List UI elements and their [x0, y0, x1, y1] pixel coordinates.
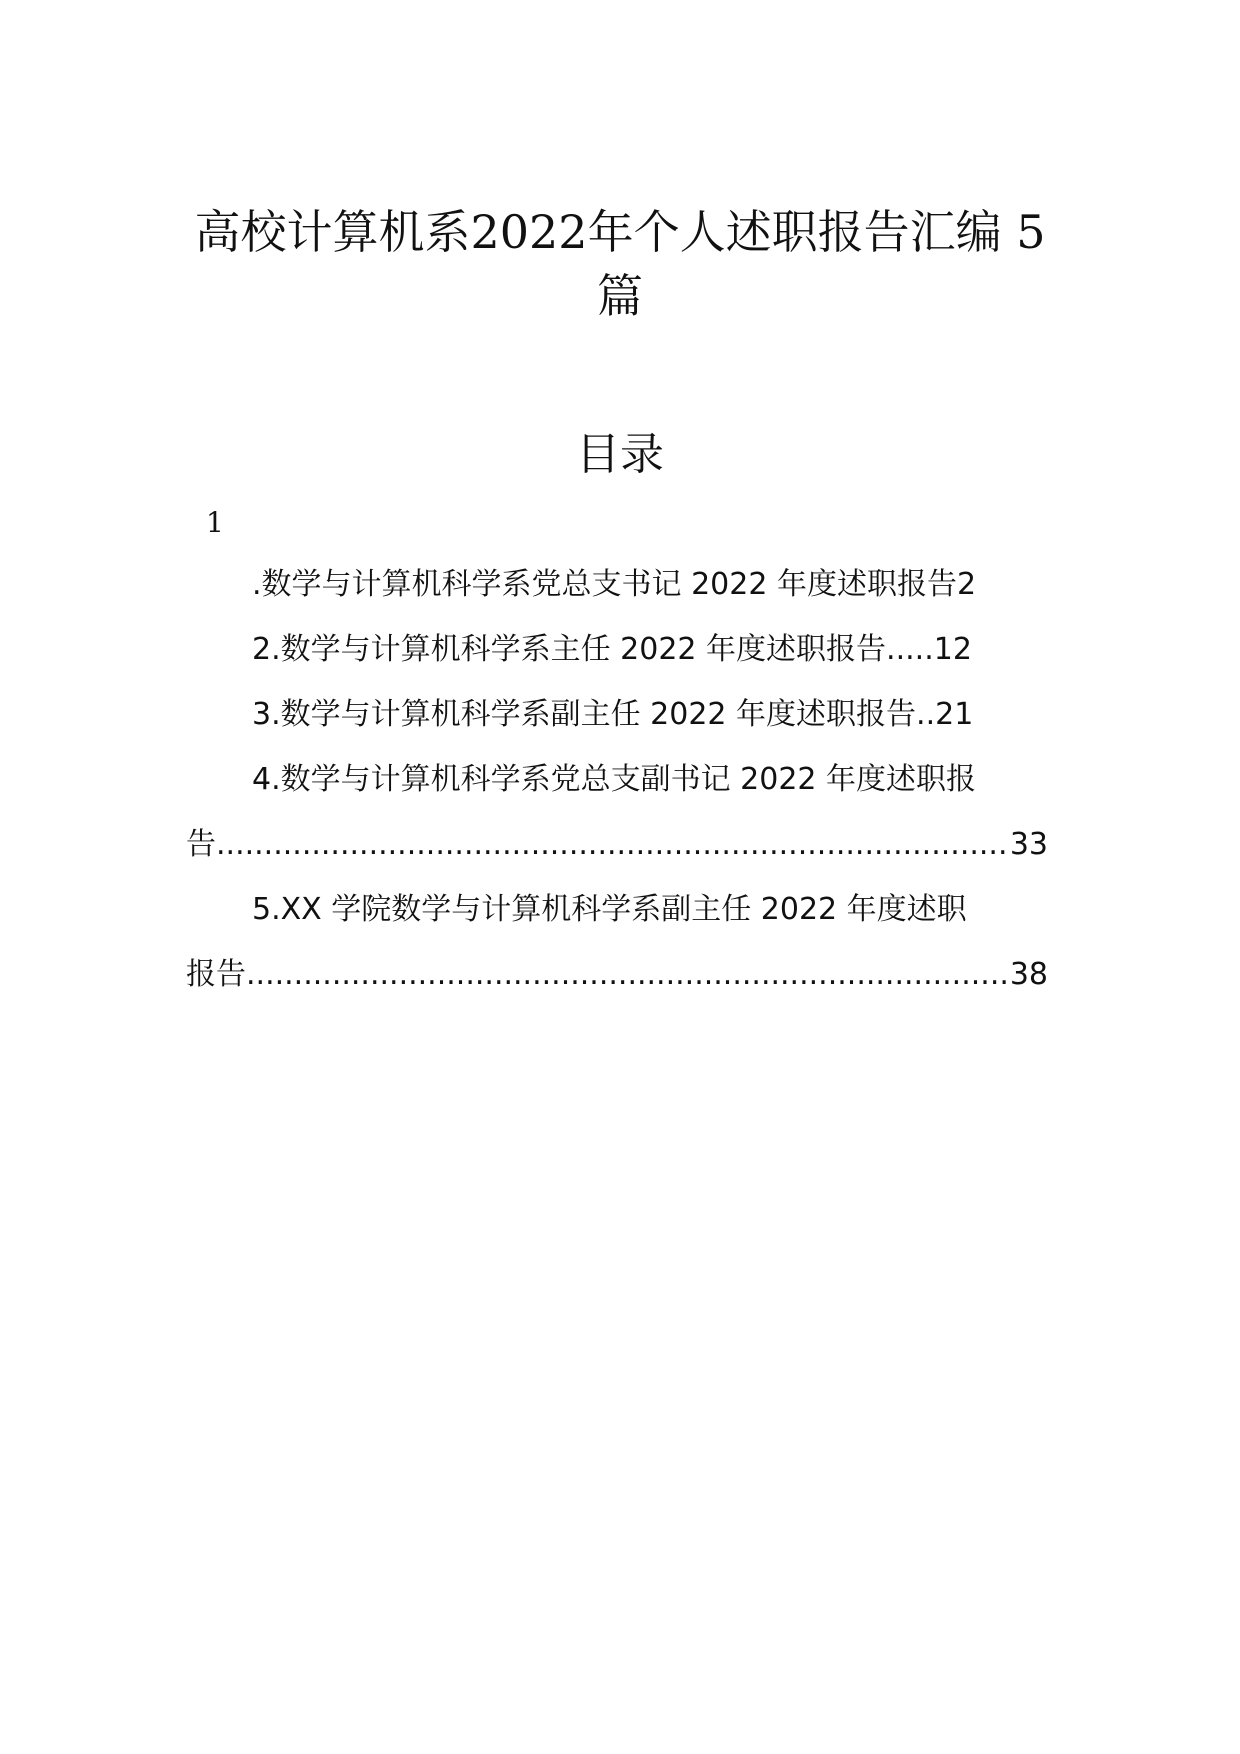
toc-entry-4-page: 33 [1009, 827, 1048, 862]
title-count: 5 [1016, 205, 1046, 259]
toc-entry-5-page: 38 [1009, 957, 1048, 992]
toc-entry-1[interactable] [252, 565, 1048, 605]
toc-entry-2-dots: ..... [886, 632, 934, 667]
toc-entry-3-page: 21 [935, 697, 974, 732]
toc-entry-2-page: 12 [933, 632, 972, 667]
toc-entry-5-line-1[interactable] [252, 890, 1048, 930]
toc-heading: 目录 [576, 429, 664, 480]
toc-entry-2-text: 2.数学与计算机科学系主任 2022 年度述职报告 [252, 632, 887, 667]
toc-entry-1-page: 2 [956, 567, 977, 602]
toc-entry-4-leader [216, 825, 1010, 865]
title-year: 2022 [470, 205, 588, 259]
toc-entry-2[interactable] [252, 630, 1048, 670]
toc-stray-number: 1 [206, 506, 224, 539]
toc-entry-4-line-2[interactable] [186, 825, 1048, 865]
toc-entry-3-text: 3.数学与计算机科学系副主任 2022 年度述职报告 [252, 697, 917, 732]
toc-entry-5-line-2[interactable] [186, 955, 1048, 995]
title-prefix: 高校计算机系 [194, 205, 471, 259]
document-title [170, 200, 1070, 328]
toc-entry-3-dots: .. [916, 697, 936, 732]
toc-entry-4-text-2: 告 [186, 827, 216, 862]
title-middle: 年个人述职报告汇编 [587, 205, 1002, 259]
title-line-1 [170, 200, 1070, 264]
toc-entry-5-leader [246, 955, 1010, 995]
toc-entry-4-line-1[interactable] [252, 760, 1048, 800]
toc-entry-4-text-1: 4.数学与计算机科学系党总支副书记 2022 年度述职报 [252, 762, 977, 797]
toc-entry-1-text: .数学与计算机科学系党总支书记 2022 年度述职报告 [252, 567, 957, 602]
title-line-2: 篇 [597, 269, 643, 323]
toc-entry-3[interactable] [252, 695, 1048, 735]
toc-entry-5-text-2: 报告 [186, 957, 246, 992]
toc-entry-5-text-1: 5.XX 学院数学与计算机科学系副主任 2022 年度述职 [252, 892, 967, 927]
